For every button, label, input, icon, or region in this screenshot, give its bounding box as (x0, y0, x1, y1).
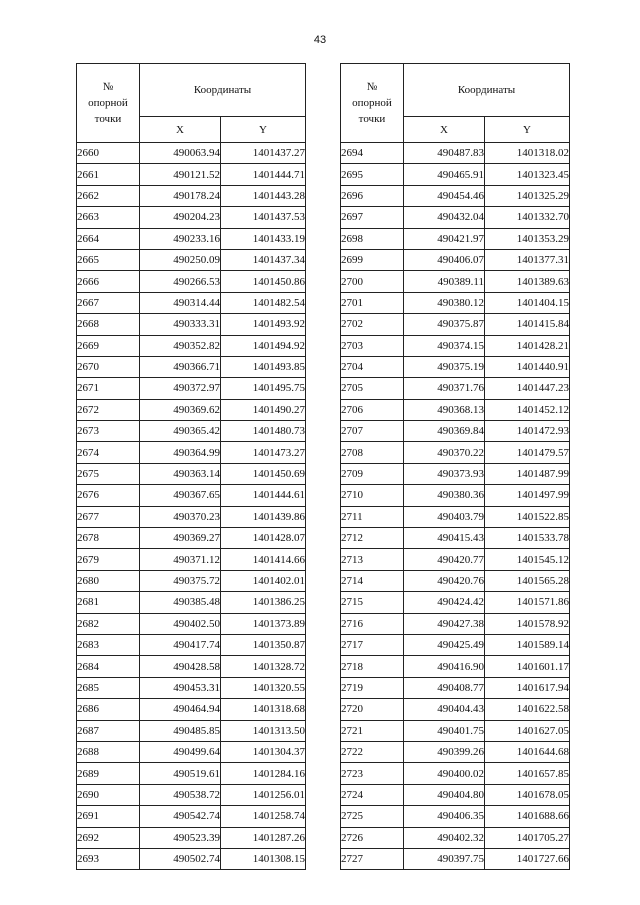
point-number-cell: 2727 (341, 848, 404, 869)
point-number-header-line-1: № (366, 81, 378, 93)
table-row (341, 335, 570, 356)
y-coordinate-cell: 1401308.15 (221, 848, 306, 869)
point-number-cell: 2681 (77, 592, 140, 613)
point-number-cell: 2713 (341, 549, 404, 570)
x-coordinate-cell: 490416.90 (404, 656, 485, 677)
point-number-cell: 2708 (341, 442, 404, 463)
y-coordinate-cell: 1401493.92 (221, 314, 306, 335)
y-coordinate-cell: 1401493.85 (221, 356, 306, 377)
y-coordinate-cell: 1401533.78 (485, 528, 570, 549)
y-coordinate-cell: 1401389.63 (485, 271, 570, 292)
y-coordinate-cell: 1401443.28 (221, 185, 306, 206)
point-number-cell: 2676 (77, 485, 140, 506)
y-coordinate-cell: 1401353.29 (485, 228, 570, 249)
y-coordinate-cell: 1401414.66 (221, 549, 306, 570)
table-row (341, 677, 570, 698)
y-coordinate-cell: 1401323.45 (485, 164, 570, 185)
point-number-cell: 2672 (77, 399, 140, 420)
y-coordinate-cell: 1401437.34 (221, 249, 306, 270)
y-coordinate-cell: 1401472.93 (485, 421, 570, 442)
table-row (341, 592, 570, 613)
x-coordinate-cell: 490333.31 (140, 314, 221, 335)
table-row (341, 699, 570, 720)
point-number-cell: 2720 (341, 699, 404, 720)
table-row (341, 314, 570, 335)
point-number-cell: 2707 (341, 421, 404, 442)
point-number-cell: 2709 (341, 463, 404, 484)
table-row (77, 806, 306, 827)
point-number-cell: 2699 (341, 249, 404, 270)
x-coordinate-cell: 490400.02 (404, 763, 485, 784)
y-coordinate-cell: 1401565.28 (485, 570, 570, 591)
point-number-cell: 2722 (341, 741, 404, 762)
point-number-cell: 2721 (341, 720, 404, 741)
table-row (341, 656, 570, 677)
table-row (77, 356, 306, 377)
table-row (341, 356, 570, 377)
point-number-cell: 2693 (77, 848, 140, 869)
point-number-cell: 2666 (77, 271, 140, 292)
y-coordinate-cell: 1401332.70 (485, 207, 570, 228)
x-coordinate-cell: 490420.77 (404, 549, 485, 570)
point-number-cell: 2706 (341, 399, 404, 420)
table-row (341, 292, 570, 313)
x-coordinate-cell: 490369.27 (140, 528, 221, 549)
table-row (341, 634, 570, 655)
x-coordinate-cell: 490403.79 (404, 506, 485, 527)
y-coordinate-cell: 1401444.61 (221, 485, 306, 506)
point-number-cell: 2705 (341, 378, 404, 399)
point-number-header-line-3: точки (94, 113, 122, 125)
y-coordinate-cell: 1401482.54 (221, 292, 306, 313)
point-number-cell: 2723 (341, 763, 404, 784)
x-coordinate-cell: 490424.42 (404, 592, 485, 613)
table-row (341, 442, 570, 463)
table-row (77, 741, 306, 762)
x-coordinate-cell: 490415.43 (404, 528, 485, 549)
point-number-cell: 2726 (341, 827, 404, 848)
coordinates-table-body (77, 143, 306, 870)
point-number-cell: 2718 (341, 656, 404, 677)
x-coordinate-cell: 490523.39 (140, 827, 221, 848)
x-coordinate-cell: 490366.71 (140, 356, 221, 377)
point-number-cell: 2710 (341, 485, 404, 506)
x-coordinate-cell: 490385.48 (140, 592, 221, 613)
x-coordinate-cell: 490370.23 (140, 506, 221, 527)
y-coordinate-cell: 1401622.58 (485, 699, 570, 720)
point-number-cell: 2686 (77, 699, 140, 720)
point-number-cell: 2715 (341, 592, 404, 613)
point-number-cell: 2724 (341, 784, 404, 805)
x-coordinate-cell: 490063.94 (140, 143, 221, 164)
point-number-cell: 2683 (77, 634, 140, 655)
table-row (341, 164, 570, 185)
point-number-cell: 2684 (77, 656, 140, 677)
point-number-header-line-3: точки (358, 113, 386, 125)
y-coordinate-cell: 1401494.92 (221, 335, 306, 356)
y-coordinate-cell: 1401258.74 (221, 806, 306, 827)
table-row (341, 720, 570, 741)
point-number-cell: 2695 (341, 164, 404, 185)
table-row (341, 249, 570, 270)
x-coordinate-cell: 490417.74 (140, 634, 221, 655)
table-row (77, 677, 306, 698)
y-column-header: Y (485, 117, 570, 143)
y-coordinate-cell: 1401727.66 (485, 848, 570, 869)
x-coordinate-cell: 490485.85 (140, 720, 221, 741)
y-coordinate-cell: 1401428.07 (221, 528, 306, 549)
x-coordinate-cell: 490369.84 (404, 421, 485, 442)
y-coordinate-cell: 1401452.12 (485, 399, 570, 420)
point-number-cell: 2694 (341, 143, 404, 164)
x-coordinate-cell: 490365.42 (140, 421, 221, 442)
table-row (341, 528, 570, 549)
point-number-header (341, 64, 404, 143)
coordinates-header: Координаты (140, 64, 306, 117)
table-row (77, 442, 306, 463)
y-coordinate-cell: 1401490.27 (221, 399, 306, 420)
page-number: 43 (313, 34, 327, 46)
table-row (77, 784, 306, 805)
point-number-cell: 2675 (77, 463, 140, 484)
table-row (341, 143, 570, 164)
y-coordinate-cell: 1401473.27 (221, 442, 306, 463)
y-coordinate-cell: 1401678.05 (485, 784, 570, 805)
x-coordinate-cell: 490402.50 (140, 613, 221, 634)
table-row (341, 485, 570, 506)
table-row (77, 143, 306, 164)
table-row (77, 378, 306, 399)
x-coordinate-cell: 490375.72 (140, 570, 221, 591)
y-coordinate-cell: 1401644.68 (485, 741, 570, 762)
x-coordinate-cell: 490371.12 (140, 549, 221, 570)
y-coordinate-cell: 1401437.53 (221, 207, 306, 228)
x-coordinate-cell: 490404.43 (404, 699, 485, 720)
x-coordinate-cell: 490372.97 (140, 378, 221, 399)
y-coordinate-cell: 1401428.21 (485, 335, 570, 356)
point-number-cell: 2679 (77, 549, 140, 570)
point-number-cell: 2669 (77, 335, 140, 356)
point-number-cell: 2677 (77, 506, 140, 527)
point-number-cell: 2668 (77, 314, 140, 335)
x-coordinate-cell: 490519.61 (140, 763, 221, 784)
y-coordinate-cell: 1401373.89 (221, 613, 306, 634)
x-coordinate-cell: 490389.11 (404, 271, 485, 292)
x-coordinate-cell: 490373.93 (404, 463, 485, 484)
table-row (77, 699, 306, 720)
y-coordinate-cell: 1401256.01 (221, 784, 306, 805)
y-coordinate-cell: 1401545.12 (485, 549, 570, 570)
x-column-header: X (140, 117, 221, 143)
table-row (341, 613, 570, 634)
x-coordinate-cell: 490370.22 (404, 442, 485, 463)
x-coordinate-cell: 490363.14 (140, 463, 221, 484)
table-row (341, 848, 570, 869)
table-row (77, 271, 306, 292)
y-coordinate-cell: 1401479.57 (485, 442, 570, 463)
x-coordinate-cell: 490367.65 (140, 485, 221, 506)
y-coordinate-cell: 1401313.50 (221, 720, 306, 741)
table-row (77, 485, 306, 506)
x-coordinate-cell: 490397.75 (404, 848, 485, 869)
x-coordinate-cell: 490406.07 (404, 249, 485, 270)
point-number-header-line-1: № (102, 81, 114, 93)
y-coordinate-cell: 1401440.91 (485, 356, 570, 377)
y-coordinate-cell: 1401522.85 (485, 506, 570, 527)
y-coordinate-cell: 1401571.86 (485, 592, 570, 613)
y-coordinate-cell: 1401688.66 (485, 806, 570, 827)
x-coordinate-cell: 490250.09 (140, 249, 221, 270)
x-coordinate-cell: 490368.13 (404, 399, 485, 420)
point-number-cell: 2704 (341, 356, 404, 377)
table-row (341, 570, 570, 591)
y-coordinate-cell: 1401287.26 (221, 827, 306, 848)
x-coordinate-cell: 490406.35 (404, 806, 485, 827)
x-coordinate-cell: 490542.74 (140, 806, 221, 827)
y-coordinate-cell: 1401350.87 (221, 634, 306, 655)
table-row (341, 784, 570, 805)
x-coordinate-cell: 490432.04 (404, 207, 485, 228)
point-number-cell: 2661 (77, 164, 140, 185)
table-row (77, 228, 306, 249)
table-row (341, 378, 570, 399)
point-number-cell: 2691 (77, 806, 140, 827)
x-coordinate-cell: 490428.58 (140, 656, 221, 677)
y-coordinate-cell: 1401318.68 (221, 699, 306, 720)
y-coordinate-cell: 1401318.02 (485, 143, 570, 164)
table-row (77, 506, 306, 527)
point-number-cell: 2665 (77, 249, 140, 270)
y-coordinate-cell: 1401325.29 (485, 185, 570, 206)
y-coordinate-cell: 1401320.55 (221, 677, 306, 698)
coordinates-header: Координаты (404, 64, 570, 117)
table-row (77, 549, 306, 570)
x-coordinate-cell: 490178.24 (140, 185, 221, 206)
table-row (77, 592, 306, 613)
point-number-cell: 2697 (341, 207, 404, 228)
table-row (77, 335, 306, 356)
y-coordinate-cell: 1401437.27 (221, 143, 306, 164)
point-number-cell: 2674 (77, 442, 140, 463)
table-row (77, 185, 306, 206)
point-number-cell: 2687 (77, 720, 140, 741)
point-number-cell: 2673 (77, 421, 140, 442)
point-number-header-line-2: опорной (352, 97, 392, 109)
x-coordinate-cell: 490401.75 (404, 720, 485, 741)
point-number-cell: 2701 (341, 292, 404, 313)
table-row (77, 421, 306, 442)
x-coordinate-cell: 490352.82 (140, 335, 221, 356)
y-coordinate-cell: 1401328.72 (221, 656, 306, 677)
point-number-header (77, 64, 140, 143)
table-row (341, 399, 570, 420)
x-coordinate-cell: 490399.26 (404, 741, 485, 762)
y-coordinate-cell: 1401447.23 (485, 378, 570, 399)
table-row (77, 848, 306, 869)
point-number-cell: 2682 (77, 613, 140, 634)
x-coordinate-cell: 490465.91 (404, 164, 485, 185)
y-coordinate-cell: 1401284.16 (221, 763, 306, 784)
table-row (77, 164, 306, 185)
point-number-cell: 2702 (341, 314, 404, 335)
table-row (77, 207, 306, 228)
coordinates-table-left (76, 63, 306, 870)
table-row (77, 634, 306, 655)
point-number-cell: 2663 (77, 207, 140, 228)
table-row (341, 185, 570, 206)
coordinates-table-right (340, 63, 570, 870)
point-number-cell: 2662 (77, 185, 140, 206)
point-number-cell: 2667 (77, 292, 140, 313)
x-coordinate-cell: 490364.99 (140, 442, 221, 463)
x-coordinate-cell: 490420.76 (404, 570, 485, 591)
point-number-cell: 2698 (341, 228, 404, 249)
x-coordinate-cell: 490371.76 (404, 378, 485, 399)
x-coordinate-cell: 490266.53 (140, 271, 221, 292)
x-column-header: X (404, 117, 485, 143)
x-coordinate-cell: 490453.31 (140, 677, 221, 698)
y-coordinate-cell: 1401578.92 (485, 613, 570, 634)
table-row (77, 528, 306, 549)
y-coordinate-cell: 1401480.73 (221, 421, 306, 442)
y-coordinate-cell: 1401402.01 (221, 570, 306, 591)
point-number-cell: 2719 (341, 677, 404, 698)
x-coordinate-cell: 490314.44 (140, 292, 221, 313)
x-coordinate-cell: 490502.74 (140, 848, 221, 869)
y-coordinate-cell: 1401377.31 (485, 249, 570, 270)
point-number-cell: 2696 (341, 185, 404, 206)
point-number-cell: 2712 (341, 528, 404, 549)
point-number-cell: 2671 (77, 378, 140, 399)
table-row (341, 763, 570, 784)
y-coordinate-cell: 1401433.19 (221, 228, 306, 249)
table-row (77, 292, 306, 313)
x-coordinate-cell: 490408.77 (404, 677, 485, 698)
table-row (77, 399, 306, 420)
y-column-header: Y (221, 117, 306, 143)
y-coordinate-cell: 1401497.99 (485, 485, 570, 506)
table-row (77, 763, 306, 784)
point-number-cell: 2703 (341, 335, 404, 356)
y-coordinate-cell: 1401450.86 (221, 271, 306, 292)
x-coordinate-cell: 490375.19 (404, 356, 485, 377)
y-coordinate-cell: 1401589.14 (485, 634, 570, 655)
y-coordinate-cell: 1401386.25 (221, 592, 306, 613)
x-coordinate-cell: 490380.12 (404, 292, 485, 313)
x-coordinate-cell: 490427.38 (404, 613, 485, 634)
table-row (341, 549, 570, 570)
point-number-cell: 2716 (341, 613, 404, 634)
x-coordinate-cell: 490233.16 (140, 228, 221, 249)
point-number-cell: 2689 (77, 763, 140, 784)
table-row (341, 463, 570, 484)
table-row (77, 570, 306, 591)
x-coordinate-cell: 490454.46 (404, 185, 485, 206)
x-coordinate-cell: 490538.72 (140, 784, 221, 805)
table-row (77, 613, 306, 634)
y-coordinate-cell: 1401304.37 (221, 741, 306, 762)
point-number-cell: 2664 (77, 228, 140, 249)
y-coordinate-cell: 1401705.27 (485, 827, 570, 848)
y-coordinate-cell: 1401487.99 (485, 463, 570, 484)
point-number-cell: 2714 (341, 570, 404, 591)
table-row (341, 271, 570, 292)
table-row (77, 314, 306, 335)
table-row (341, 806, 570, 827)
y-coordinate-cell: 1401444.71 (221, 164, 306, 185)
point-number-cell: 2680 (77, 570, 140, 591)
point-number-cell: 2670 (77, 356, 140, 377)
y-coordinate-cell: 1401495.75 (221, 378, 306, 399)
x-coordinate-cell: 490204.23 (140, 207, 221, 228)
y-coordinate-cell: 1401627.05 (485, 720, 570, 741)
table-row (77, 720, 306, 741)
point-number-cell: 2660 (77, 143, 140, 164)
point-number-cell: 2725 (341, 806, 404, 827)
point-number-cell: 2678 (77, 528, 140, 549)
table-row (77, 249, 306, 270)
y-coordinate-cell: 1401617.94 (485, 677, 570, 698)
y-coordinate-cell: 1401439.86 (221, 506, 306, 527)
table-row (341, 207, 570, 228)
x-coordinate-cell: 490402.32 (404, 827, 485, 848)
y-coordinate-cell: 1401404.15 (485, 292, 570, 313)
table-row (77, 827, 306, 848)
point-number-cell: 2688 (77, 741, 140, 762)
x-coordinate-cell: 490121.52 (140, 164, 221, 185)
table-row (77, 463, 306, 484)
point-number-cell: 2711 (341, 506, 404, 527)
y-coordinate-cell: 1401601.17 (485, 656, 570, 677)
x-coordinate-cell: 490380.36 (404, 485, 485, 506)
x-coordinate-cell: 490499.64 (140, 741, 221, 762)
x-coordinate-cell: 490369.62 (140, 399, 221, 420)
table-row (341, 827, 570, 848)
x-coordinate-cell: 490421.97 (404, 228, 485, 249)
coordinates-table-body (341, 143, 570, 870)
point-number-cell: 2700 (341, 271, 404, 292)
table-row (77, 656, 306, 677)
x-coordinate-cell: 490464.94 (140, 699, 221, 720)
x-coordinate-cell: 490374.15 (404, 335, 485, 356)
y-coordinate-cell: 1401450.69 (221, 463, 306, 484)
point-number-cell: 2690 (77, 784, 140, 805)
table-row (341, 421, 570, 442)
point-number-cell: 2685 (77, 677, 140, 698)
table-row (341, 228, 570, 249)
x-coordinate-cell: 490425.49 (404, 634, 485, 655)
x-coordinate-cell: 490375.87 (404, 314, 485, 335)
point-number-header-line-2: опорной (88, 97, 128, 109)
point-number-cell: 2692 (77, 827, 140, 848)
y-coordinate-cell: 1401657.85 (485, 763, 570, 784)
x-coordinate-cell: 490487.83 (404, 143, 485, 164)
point-number-cell: 2717 (341, 634, 404, 655)
table-row (341, 506, 570, 527)
x-coordinate-cell: 490404.80 (404, 784, 485, 805)
y-coordinate-cell: 1401415.84 (485, 314, 570, 335)
table-row (341, 741, 570, 762)
